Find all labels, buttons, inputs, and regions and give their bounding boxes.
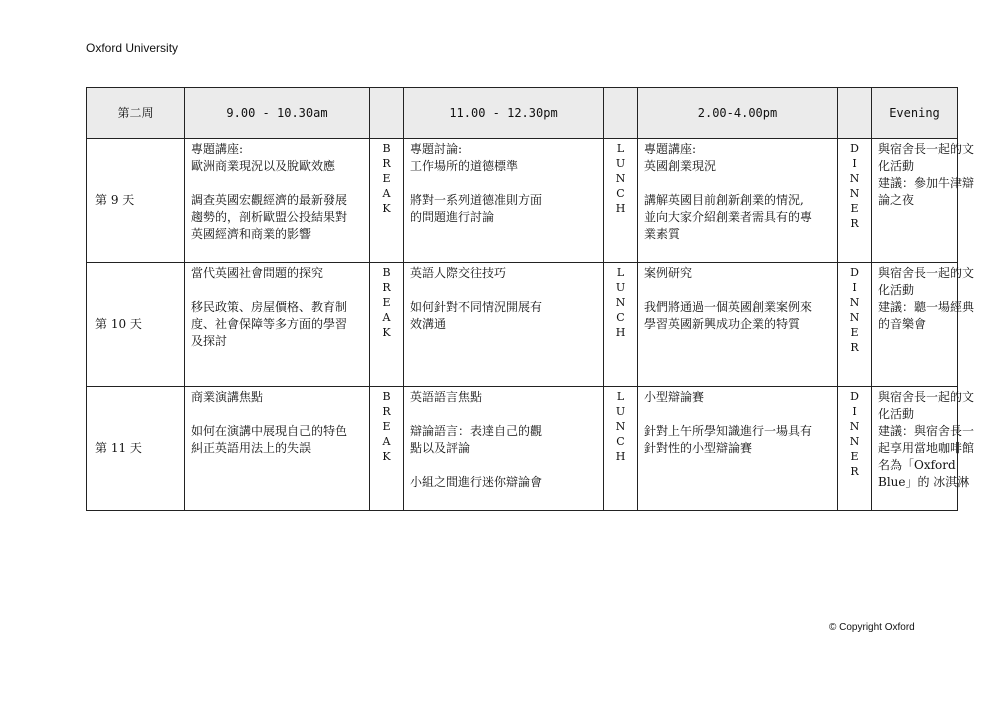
header-slot-morning: 9.00 - 10.30am [185,88,370,139]
cell-text-line: 工作場所的道德標準 [410,159,519,173]
vertical-letter: H [615,202,626,215]
vertical-letter: A [382,311,391,324]
lunch-vertical-label [604,139,638,263]
document-header: Oxford University [86,41,179,55]
vertical-letter: R [850,465,859,478]
schedule-cell-slot1 [185,387,370,511]
cell-text-line: 及探討 [191,334,228,348]
vertical-letter: D [850,142,859,155]
vertical-letters [838,141,871,231]
vertical-letter: N [615,296,626,309]
lunch-vertical-label [604,387,638,511]
cell-text-line: 我們將通過一個英國創業案例來 [644,300,813,314]
vertical-letter: U [615,405,626,418]
cell-text-line: 專題講座: [644,142,697,156]
cell-text-line: 小組之間進行迷你辯論會 [410,475,543,489]
day-label: 第 9 天 [87,139,185,263]
vertical-letter: L [616,390,625,403]
vertical-letter: N [849,311,860,324]
cell-text-line [410,282,599,299]
vertical-letter: L [616,142,625,155]
header-lunch-gap [604,88,638,139]
cell-text-line: 點以及評論 [410,441,471,455]
cell-text-line: 專題講座: [191,142,244,156]
cell-text-line: 度、社會保障等多方面的學習 [191,317,348,331]
cell-text-line [410,457,599,474]
vertical-letter: U [615,281,626,294]
cell-text-line: 將對一系列道德准則方面 [410,193,543,207]
vertical-letter: N [849,172,860,185]
copyright-footer: © Copyright Oxford [829,622,915,633]
cell-text-line: 化活動 [878,283,915,297]
vertical-letter: K [382,326,391,339]
vertical-letter: E [850,326,859,339]
cell-text-line: 針對性的小型辯論賽 [644,441,753,455]
schedule-cell-slot4 [872,139,975,263]
cell-text-line: 與宿舍長一起的文 [878,142,975,156]
vertical-letter: B [382,142,391,155]
schedule-cell-slot3 [638,263,838,387]
table-header-row [87,88,958,139]
vertical-letters [370,265,403,340]
cell-text-line: 效溝通 [410,317,447,331]
weekly-schedule-table [86,87,975,511]
vertical-letter: D [850,266,859,279]
vertical-letter: U [615,157,626,170]
cell-text-line: 如何針對不同情況開展有 [410,300,543,314]
vertical-letter: C [616,187,625,200]
dinner-vertical-label [838,263,872,387]
vertical-letter: B [382,390,391,403]
schedule-cell-slot2 [404,139,604,263]
break-vertical-label [370,139,404,263]
schedule-cell-slot2 [404,263,604,387]
cell-text-line: 化活動 [878,407,915,421]
cell-text-line [191,406,365,423]
cell-text-line [644,282,833,299]
vertical-letter: N [615,172,626,185]
vertical-letter: B [382,266,391,279]
cell-text-line: 的問題進行討論 [410,210,495,224]
schedule-cell-slot4 [872,263,975,387]
cell-text-line: 論之夜 [878,193,915,207]
vertical-letter: I [852,405,857,418]
cell-text-line: 建議：參加牛津辯 [878,176,975,190]
vertical-letters [838,389,871,479]
cell-text-line [191,175,365,192]
break-vertical-label [370,263,404,387]
cell-text-line: 商業演講焦點 [191,390,264,404]
header-slot-midday: 11.00 - 12.30pm [404,88,604,139]
cell-text-line: 建議：與宿舍長一 [878,424,975,438]
cell-text-line: 當代英國社會問題的探究 [191,266,324,280]
cell-text-line: 針對上午所學知識進行一場具有 [644,424,813,438]
header-slot-afternoon: 2.00-4.00pm [638,88,838,139]
cell-text-line: 名為「Oxford [878,458,956,472]
day-label: 第 10 天 [87,263,185,387]
header-dinner-gap [838,88,872,139]
cell-text-line: 講解英國目前創新創業的情況, [644,193,804,207]
schedule-cell-slot3 [638,139,838,263]
dinner-vertical-label [838,387,872,511]
cell-text-line [644,406,833,423]
schedule-cell-slot1 [185,263,370,387]
vertical-letter: N [849,296,860,309]
cell-text-line [410,406,599,423]
vertical-letter: N [849,187,860,200]
cell-text-line: 的音樂會 [878,317,927,331]
cell-text-line: 移民政策、房屋價格、教育制 [191,300,348,314]
day-label: 第 11 天 [87,387,185,511]
vertical-letters [604,141,637,216]
vertical-letter: E [850,202,859,215]
table-row [87,139,958,263]
cell-text-line [644,175,833,192]
cell-text-line: 建議：聽一場經典 [878,300,975,314]
cell-text-line: 英國經濟和商業的影響 [191,227,312,241]
vertical-letter: C [616,311,625,324]
vertical-letter: A [382,187,391,200]
vertical-letter: I [852,157,857,170]
vertical-letter: E [382,296,391,309]
vertical-letters [370,141,403,216]
cell-text-line: 糾正英語用法上的失誤 [191,441,312,455]
cell-text-line: 專題討論: [410,142,463,156]
cell-text-line: 調查英國宏觀經濟的最新發展 [191,193,348,207]
vertical-letter: D [850,390,859,403]
cell-text-line: 起享用當地咖啡館 [878,441,975,455]
header-week: 第二周 [87,88,185,139]
cell-text-line: 英語語言焦點 [410,390,483,404]
vertical-letter: E [850,450,859,463]
vertical-letter: N [849,435,860,448]
vertical-letter: K [382,450,391,463]
cell-text-line: 小型辯論賽 [644,390,705,404]
cell-text-line: 英國創業現況 [644,159,717,173]
cell-text-line: 英語人際交往技巧 [410,266,507,280]
vertical-letter: I [852,281,857,294]
schedule-cell-slot4 [872,387,975,511]
vertical-letter: R [382,281,391,294]
vertical-letter: E [382,172,391,185]
vertical-letter: L [616,266,625,279]
vertical-letter: E [382,420,391,433]
vertical-letter: H [615,326,626,339]
cell-text-line: 與宿舍長一起的文 [878,390,975,404]
cell-text-line: 化活動 [878,159,915,173]
vertical-letter: A [382,435,391,448]
cell-text-line: 業素質 [644,227,681,241]
vertical-letter: R [850,341,859,354]
vertical-letter: H [615,450,626,463]
vertical-letter: N [615,420,626,433]
vertical-letters [604,389,637,464]
header-slot-evening: Evening [872,88,958,139]
schedule-cell-slot1 [185,139,370,263]
vertical-letter: K [382,202,391,215]
cell-text-line: 趨勢的，剖析歐盟公投結果對 [191,210,348,224]
vertical-letters [838,265,871,355]
cell-text-line: 與宿舍長一起的文 [878,266,975,280]
cell-text-line [191,282,365,299]
table-row [87,387,958,511]
vertical-letter: N [849,420,860,433]
vertical-letter: R [382,157,391,170]
header-break-gap [370,88,404,139]
schedule-cell-slot3 [638,387,838,511]
cell-text-line: 案例研究 [644,266,693,280]
vertical-letters [604,265,637,340]
lunch-vertical-label [604,263,638,387]
cell-text-line: 學習英國新興成功企業的特質 [644,317,801,331]
vertical-letter: R [850,217,859,230]
cell-text-line: 如何在演講中展現自己的特色 [191,424,348,438]
table-row [87,263,958,387]
schedule-cell-slot2 [404,387,604,511]
cell-text-line: Blue」的 冰淇淋 [878,475,970,489]
cell-text-line: 歐洲商業現況以及脫歐效應 [191,159,336,173]
vertical-letter: C [616,435,625,448]
cell-text-line: 辯論語言：表達自己的觀 [410,424,543,438]
break-vertical-label [370,387,404,511]
vertical-letters [370,389,403,464]
dinner-vertical-label [838,139,872,263]
cell-text-line [410,175,599,192]
cell-text-line: 並向大家介紹創業者需具有的專 [644,210,813,224]
vertical-letter: R [382,405,391,418]
